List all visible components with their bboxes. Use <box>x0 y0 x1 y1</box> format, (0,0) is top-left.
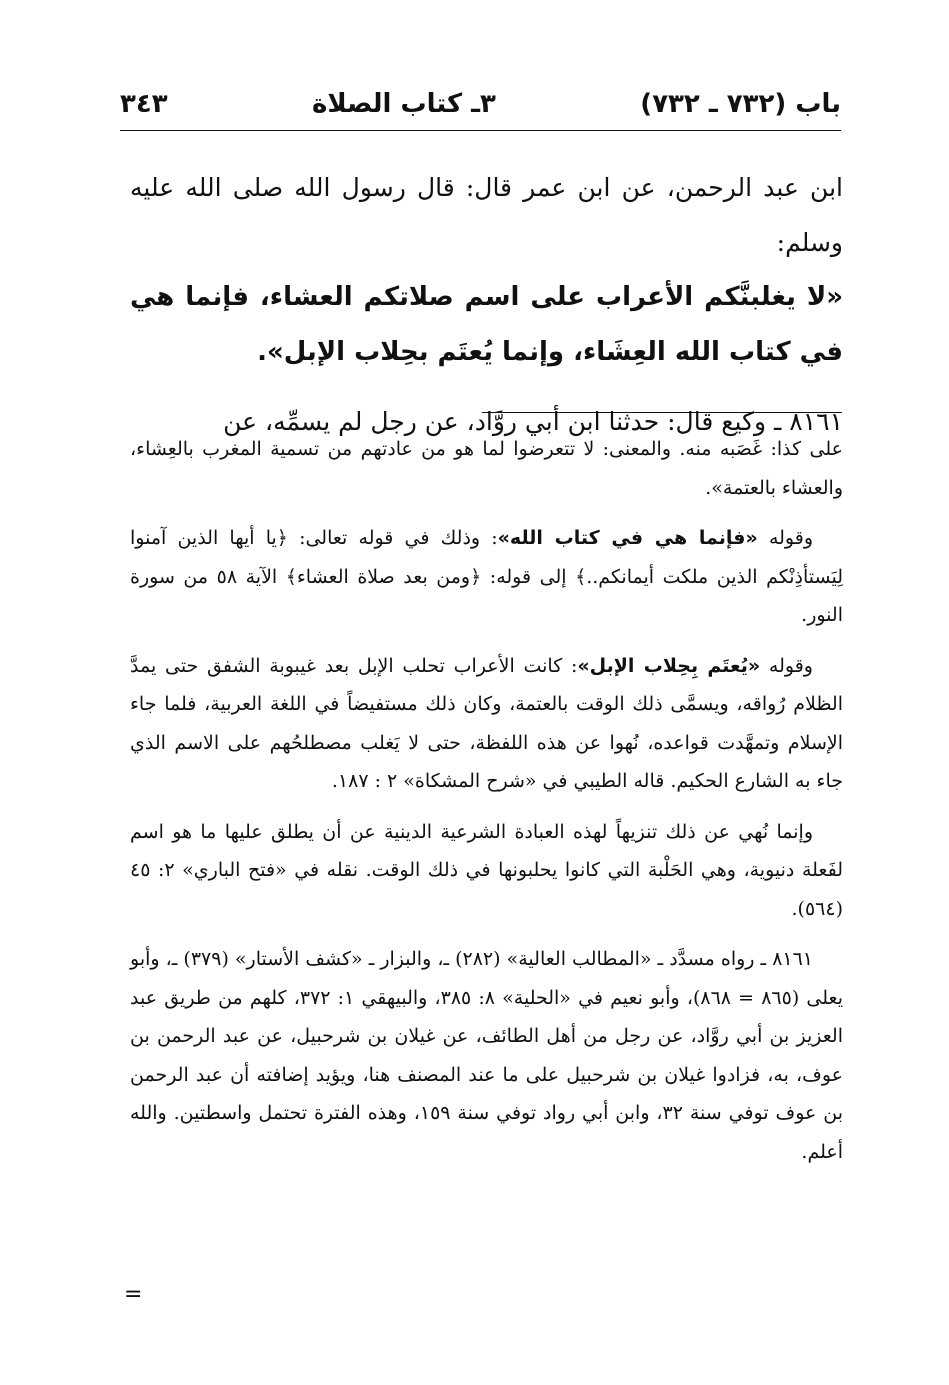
chapter-title: ٣ـ كتاب الصلاة <box>312 89 496 119</box>
continuation-mark: = <box>124 1282 143 1307</box>
quoted-phrase: «فإنما هي في كتاب الله» <box>497 527 758 549</box>
footnote-text: وقوله <box>757 527 813 549</box>
footnote-divider <box>482 412 842 413</box>
page-header <box>120 82 841 126</box>
footnote-paragraph: وإنما نُهي عن ذلك تنزيهاً لهذه العبادة الشرعية الدينية عن أن يطلق عليها ما هو اسم لفَعلة دنيوية، وهي الحَلْبة التي كانوا يحلبونها في ذلك الوقت. نقله في «فتح الباري» ٢: ٤٥ (٥٦٤). <box>130 820 843 920</box>
hadith-text: «لا يغلبنَّكم الأعراب على اسم صلاتكم العشاء، فإنما هي في كتاب الله العِشَاء، وإنما يُعتَم بحِلاب الإبل». <box>130 282 843 367</box>
hadith-entry-8161: ٨١٦١ ـ وكيع قال: حدثنا ابن أبي روَّاد، عن رجل لم يسمِّه، عن <box>223 407 843 436</box>
footnotes <box>130 430 843 1183</box>
footnote-paragraph: ٨١٦١ ـ رواه مسدَّد ـ «المطالب العالية» (٢٨٢) ـ، والبزار ـ «كشف الأستار» (٣٧٩) ـ، وأبو يعلى (٨٦٥ = ٨٦٨)، وأبو نعيم في «الحلية» ٨: ٣٨٥، والبيهقي ١: ٣٧٢، كلهم من طريق عبد العزيز بن أبي روَّاد، عن رجل من أهل الطائف، عن غيلان بن شرحبيل، عن عبد الرحمن بن عوف، به، فزادوا غيلان بن شرحبيل على ما عند المصنف هنا، ويؤيد إضافته أن عبد الرحمن بن عوف توفي سنة ٣٢، وابن أبي رواد توفي سنة ١٥٩، وهذه الفترة تحتمل واسطتين. والله أعلم. <box>130 948 843 1163</box>
header-divider <box>120 130 841 131</box>
footnote-text: وقوله <box>760 654 813 677</box>
page-number: ٣٤٣ <box>120 89 168 119</box>
footnote-text: : وذلك في قوله تعالى: ﴿يا أيها الذين آمنوا لِيَستأذِنْكم الذين ملكت أيمانكم..﴾ إلى قوله: ﴿ومن بعد صلاة العشاء﴾ الآية ٥٨ من سورة النور. <box>130 527 844 626</box>
footnote-paragraph <box>130 647 843 801</box>
footnote-text: : كانت الأعراب تحلب الإبل بعد غيبوبة الشفق حتى يمدَّ الظلام رُواقه، ويسمَّى ذلك الوقت بالعتمة، وكان ذلك مستفيضاً في اللغة العربية، فلما جاء الإسلام وتمهَّدت قواعده، نُهوا عن هذه اللفظة، حتى لا يَغلب مصطلحُهم على الاسم الذي جاء به الشارع الحكيم. قاله الطيبي في «شرح المشكاة» ٢ : ١٨٧. <box>130 654 843 792</box>
hadith-intro: ابن عبد الرحمن، عن ابن عمر قال: قال رسول الله صلى الله عليه وسلم: <box>130 173 843 257</box>
quoted-phrase: «يُعتَم بِحِلاب الإبل» <box>577 654 761 677</box>
footnote-paragraph <box>130 519 843 635</box>
main-text <box>130 160 843 449</box>
section-range: باب (٧٣٢ ـ ٧٣٢) <box>640 89 841 119</box>
footnote-paragraph: على كذا: غَصَبه منه. والمعنى: لا تتعرضوا لما هو من عادتهم من تسمية المغرب بالعِشاء، والعشاء بالعتمة». <box>130 438 843 499</box>
